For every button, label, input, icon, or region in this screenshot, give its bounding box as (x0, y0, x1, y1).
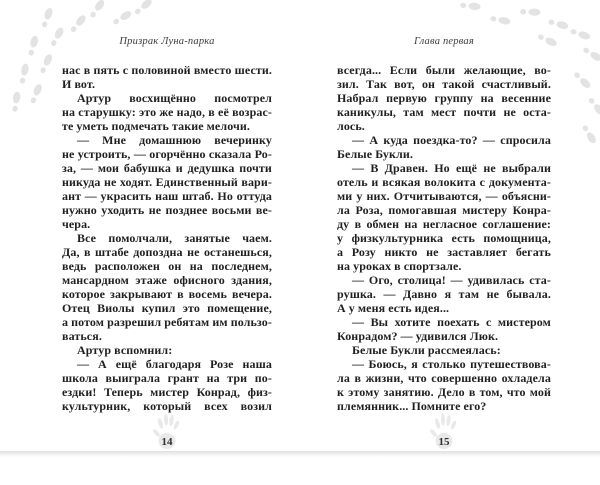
text-line: ваться. (62, 329, 102, 343)
text-line: школа выиграла грант на три по- (62, 371, 272, 385)
text-line: — Мне домашнюю вечеринку (77, 133, 272, 147)
text-line: И вот. (62, 77, 96, 91)
text-line: Конрадом? — удивился Люк. (337, 329, 499, 343)
text-line: никуда не ходят. Единственный вари- (62, 175, 272, 189)
left-page-footer (62, 412, 272, 454)
left-page-text (62, 63, 272, 413)
text-line: Артур вспомнил: (77, 343, 173, 357)
text-line: на уроках в спортзале. (337, 259, 462, 273)
text-line: те уметь подмечать такие мелочи. (62, 119, 250, 133)
text-line: ла Роза, помогавшая мистеру Конра- (337, 203, 551, 217)
text-line: ми у них. Отчитываются, — объясни- (337, 189, 551, 203)
text-line: ду в обмен на негласное соглашение: (337, 217, 551, 231)
text-line: Набрал первую группу на весенние (337, 91, 551, 105)
text-line: ант — украсить наш штаб. Но оттуда (62, 189, 272, 203)
page-number-left: 14 (161, 436, 173, 448)
right-page-footer (337, 412, 551, 454)
text-line: племянник... Помните его? (337, 399, 487, 413)
text-line: каникулы, там мест почти не оста- (337, 105, 551, 119)
text-line: всегда... Если были желающие, во- (337, 63, 551, 77)
text-line: мансардном этаже офисного здания, (62, 273, 272, 287)
text-line: — А куда поездка-то? — спросила (352, 133, 551, 147)
text-line: Белые Букли. (337, 147, 413, 161)
text-line: — Боюсь, я столько путешествова- (352, 357, 551, 371)
text-line: лось. (337, 119, 365, 133)
text-line: а потом разрешил ребятам им пользо- (62, 315, 272, 329)
running-head-right: Глава первая (414, 36, 474, 47)
text-line: Все помолчали, занятые чаем. (77, 231, 272, 245)
text-line: — Вы хотите поехать с мистером (352, 315, 551, 329)
text-line: зил. Так вот, он такой счастливый. (337, 77, 551, 91)
text-line: за, — мои бабушка и дедушка почти (62, 161, 272, 175)
text-line: — В Дравен. Но ещё не выбрали (352, 161, 551, 175)
text-line: Артур восхищённо посмотрел (77, 91, 272, 105)
text-line: у физкультурника есть помощница, (337, 231, 551, 245)
text-line: нужно уходить не позднее восьми ве- (62, 203, 272, 217)
right-page-text (337, 63, 551, 413)
page-edge-shadow (0, 451, 600, 457)
text-line: — А ещё благодаря Розе наша (77, 357, 272, 371)
text-line: ла в жизни, что совершенно охладела (337, 371, 551, 385)
text-line: отель и всякая волокита с документа- (337, 175, 551, 189)
text-line: на старушку: это же надо, в её возрас- (62, 105, 272, 119)
text-line: культурник, который всех возил (62, 399, 272, 413)
text-line: рушка. — Давно я там не бывала. (337, 287, 551, 301)
text-line: ездки! Теперь мистер Конрад, физ- (62, 385, 272, 399)
text-line: ведь расположен он на последнем, (62, 259, 272, 273)
text-line: чера. (62, 217, 91, 231)
text-line: которое закрывают в восемь вечера. (62, 287, 272, 301)
text-line: нас в пять с половиной вместо шести. (62, 63, 272, 77)
text-line: Белые Букли рассмеялась: (352, 343, 501, 357)
text-line: Да, в штабе допоздна не останешься, (62, 245, 272, 259)
text-line: к этому занятию. Дело в том, что мой (337, 385, 551, 399)
text-line: Отец Виолы купил это помещение, (62, 301, 272, 315)
text-line: А у меня есть идея... (337, 301, 450, 315)
running-head-left: Призрак Луна-парка (119, 36, 215, 47)
text-line: не устроить, — огорчённо сказала Ро- (62, 147, 272, 161)
text-line: а Розу никто не заставляет бегать (337, 245, 551, 259)
text-line: — Ого, столица! — удивилась ста- (352, 273, 551, 287)
page-number-right: 15 (438, 436, 450, 448)
